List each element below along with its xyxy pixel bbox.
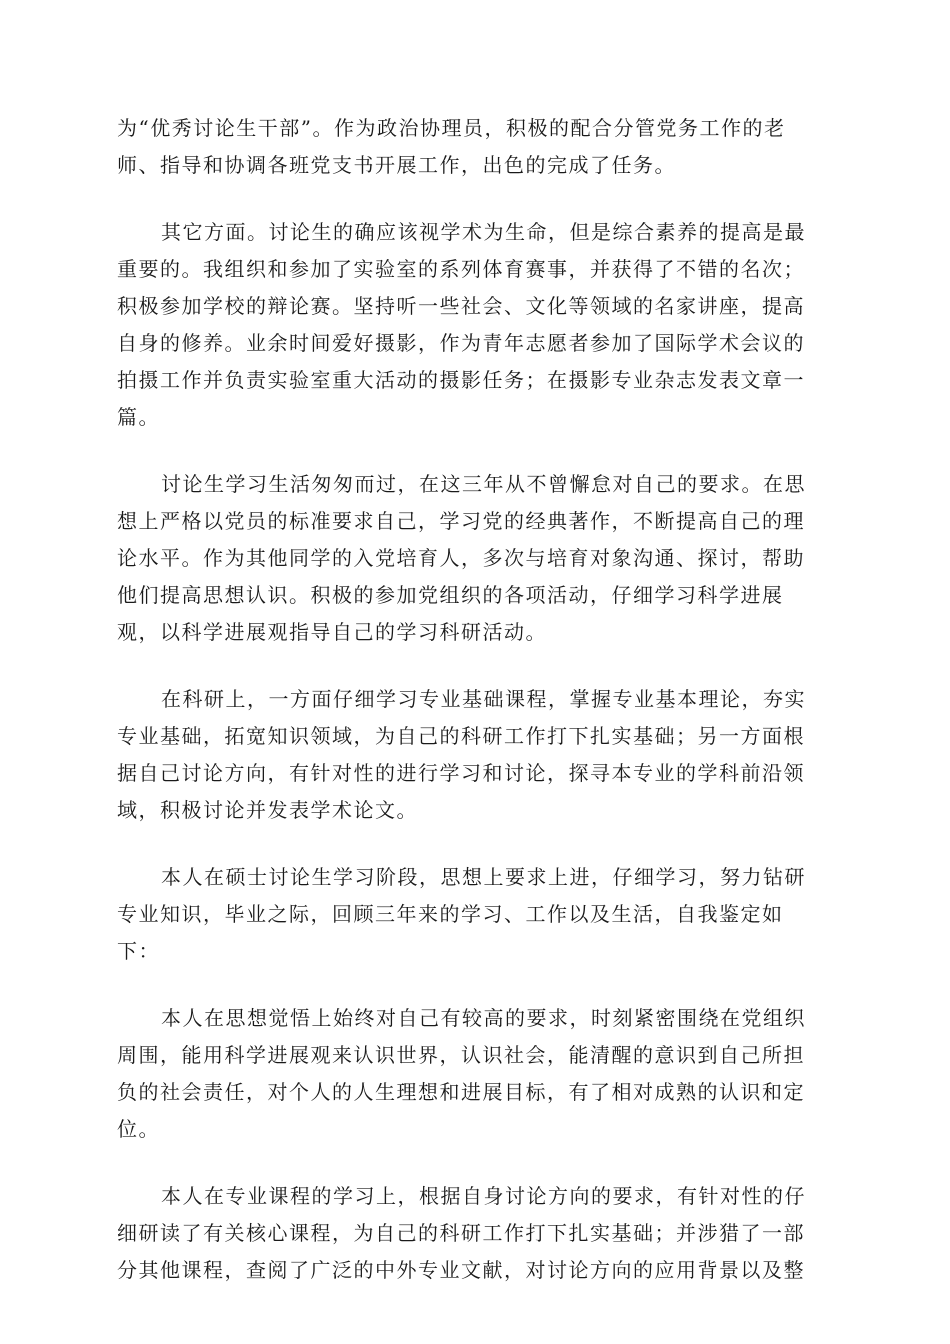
text-line: 师、指导和协调各班党支书开展工作，出色的完成了任务。 <box>117 153 676 177</box>
text-line: 位。 <box>117 1117 160 1141</box>
text-line: 自身的修养。业余时间爱好摄影，作为青年志愿者参加了国际学术会议的 <box>117 331 805 355</box>
text-line: 专业基础，拓宽知识领域，为自己的科研工作打下扎实基础；另一方面根 <box>117 724 805 748</box>
text-line: 下： <box>117 939 160 963</box>
paragraph-other-aspects <box>117 214 835 436</box>
text-line: 周围，能用科学进展观来认识世界，认识社会，能清醒的意识到自己所担 <box>117 1043 805 1067</box>
text-line: 专业知识，毕业之际，回顾三年来的学习、工作以及生活，自我鉴定如 <box>117 902 784 926</box>
text-line: 想上严格以党员的标准要求自己，学习党的经典著作，不断提高自己的理 <box>117 509 805 533</box>
text-line: 本人在专业课程的学习上，根据自身讨论方向的要求，有针对性的仔 <box>161 1184 806 1208</box>
text-line: 分其他课程，查阅了广泛的中外专业文献，对讨论方向的应用背景以及整 <box>117 1258 805 1282</box>
paragraph-party-assistant <box>117 110 835 184</box>
paragraph-research <box>117 681 835 829</box>
text-line: 讨论生学习生活匆匆而过，在这三年从不曾懈怠对自己的要求。在思 <box>161 472 806 496</box>
paragraph-self-assessment-intro <box>117 859 835 970</box>
text-line: 细研读了有关核心课程，为自己的科研工作打下扎实基础；并涉猎了一部 <box>117 1221 805 1245</box>
text-line: 本人在硕士讨论生学习阶段，思想上要求上进，仔细学习，努力钻研 <box>161 865 806 889</box>
text-line: 积极参加学校的辩论赛。坚持听一些社会、文化等领域的名家讲座，提高 <box>117 294 805 318</box>
text-line: 论水平。作为其他同学的入党培育人，多次与培育对象沟通、探讨，帮助 <box>117 546 805 570</box>
text-line: 篇。 <box>117 405 160 429</box>
text-line: 在科研上，一方面仔细学习专业基础课程，掌握专业基本理论，夯实 <box>161 687 806 711</box>
text-line: 本人在思想觉悟上始终对自己有较高的要求，时刻紧密围绕在党组织 <box>161 1006 806 1030</box>
text-line: 拍摄工作并负责实验室重大活动的摄影任务；在摄影专业杂志发表文章一 <box>117 368 805 392</box>
paragraph-courses <box>117 1178 835 1289</box>
document-body <box>117 110 835 1319</box>
paragraph-study-life <box>117 466 835 651</box>
text-line: 据自己讨论方向，有针对性的进行学习和讨论，探寻本专业的学科前沿领 <box>117 761 805 785</box>
text-line: 重要的。我组织和参加了实验室的系列体育赛事，并获得了不错的名次； <box>117 257 805 281</box>
text-line: 域，积极讨论并发表学术论文。 <box>117 798 418 822</box>
text-line: 他们提高思想认识。积极的参加党组织的各项活动，仔细学习科学进展 <box>117 583 784 607</box>
text-line: 其它方面。讨论生的确应该视学术为生命，但是综合素养的提高是最 <box>161 220 806 244</box>
text-line: 为“优秀讨论生干部”。作为政治协理员，积极的配合分管党务工作的老 <box>117 116 786 140</box>
text-line: 观，以科学进展观指导自己的学习科研活动。 <box>117 620 547 644</box>
text-line: 负的社会责任，对个人的人生理想和进展目标，有了相对成熟的认识和定 <box>117 1080 805 1104</box>
paragraph-ideology <box>117 1000 835 1148</box>
